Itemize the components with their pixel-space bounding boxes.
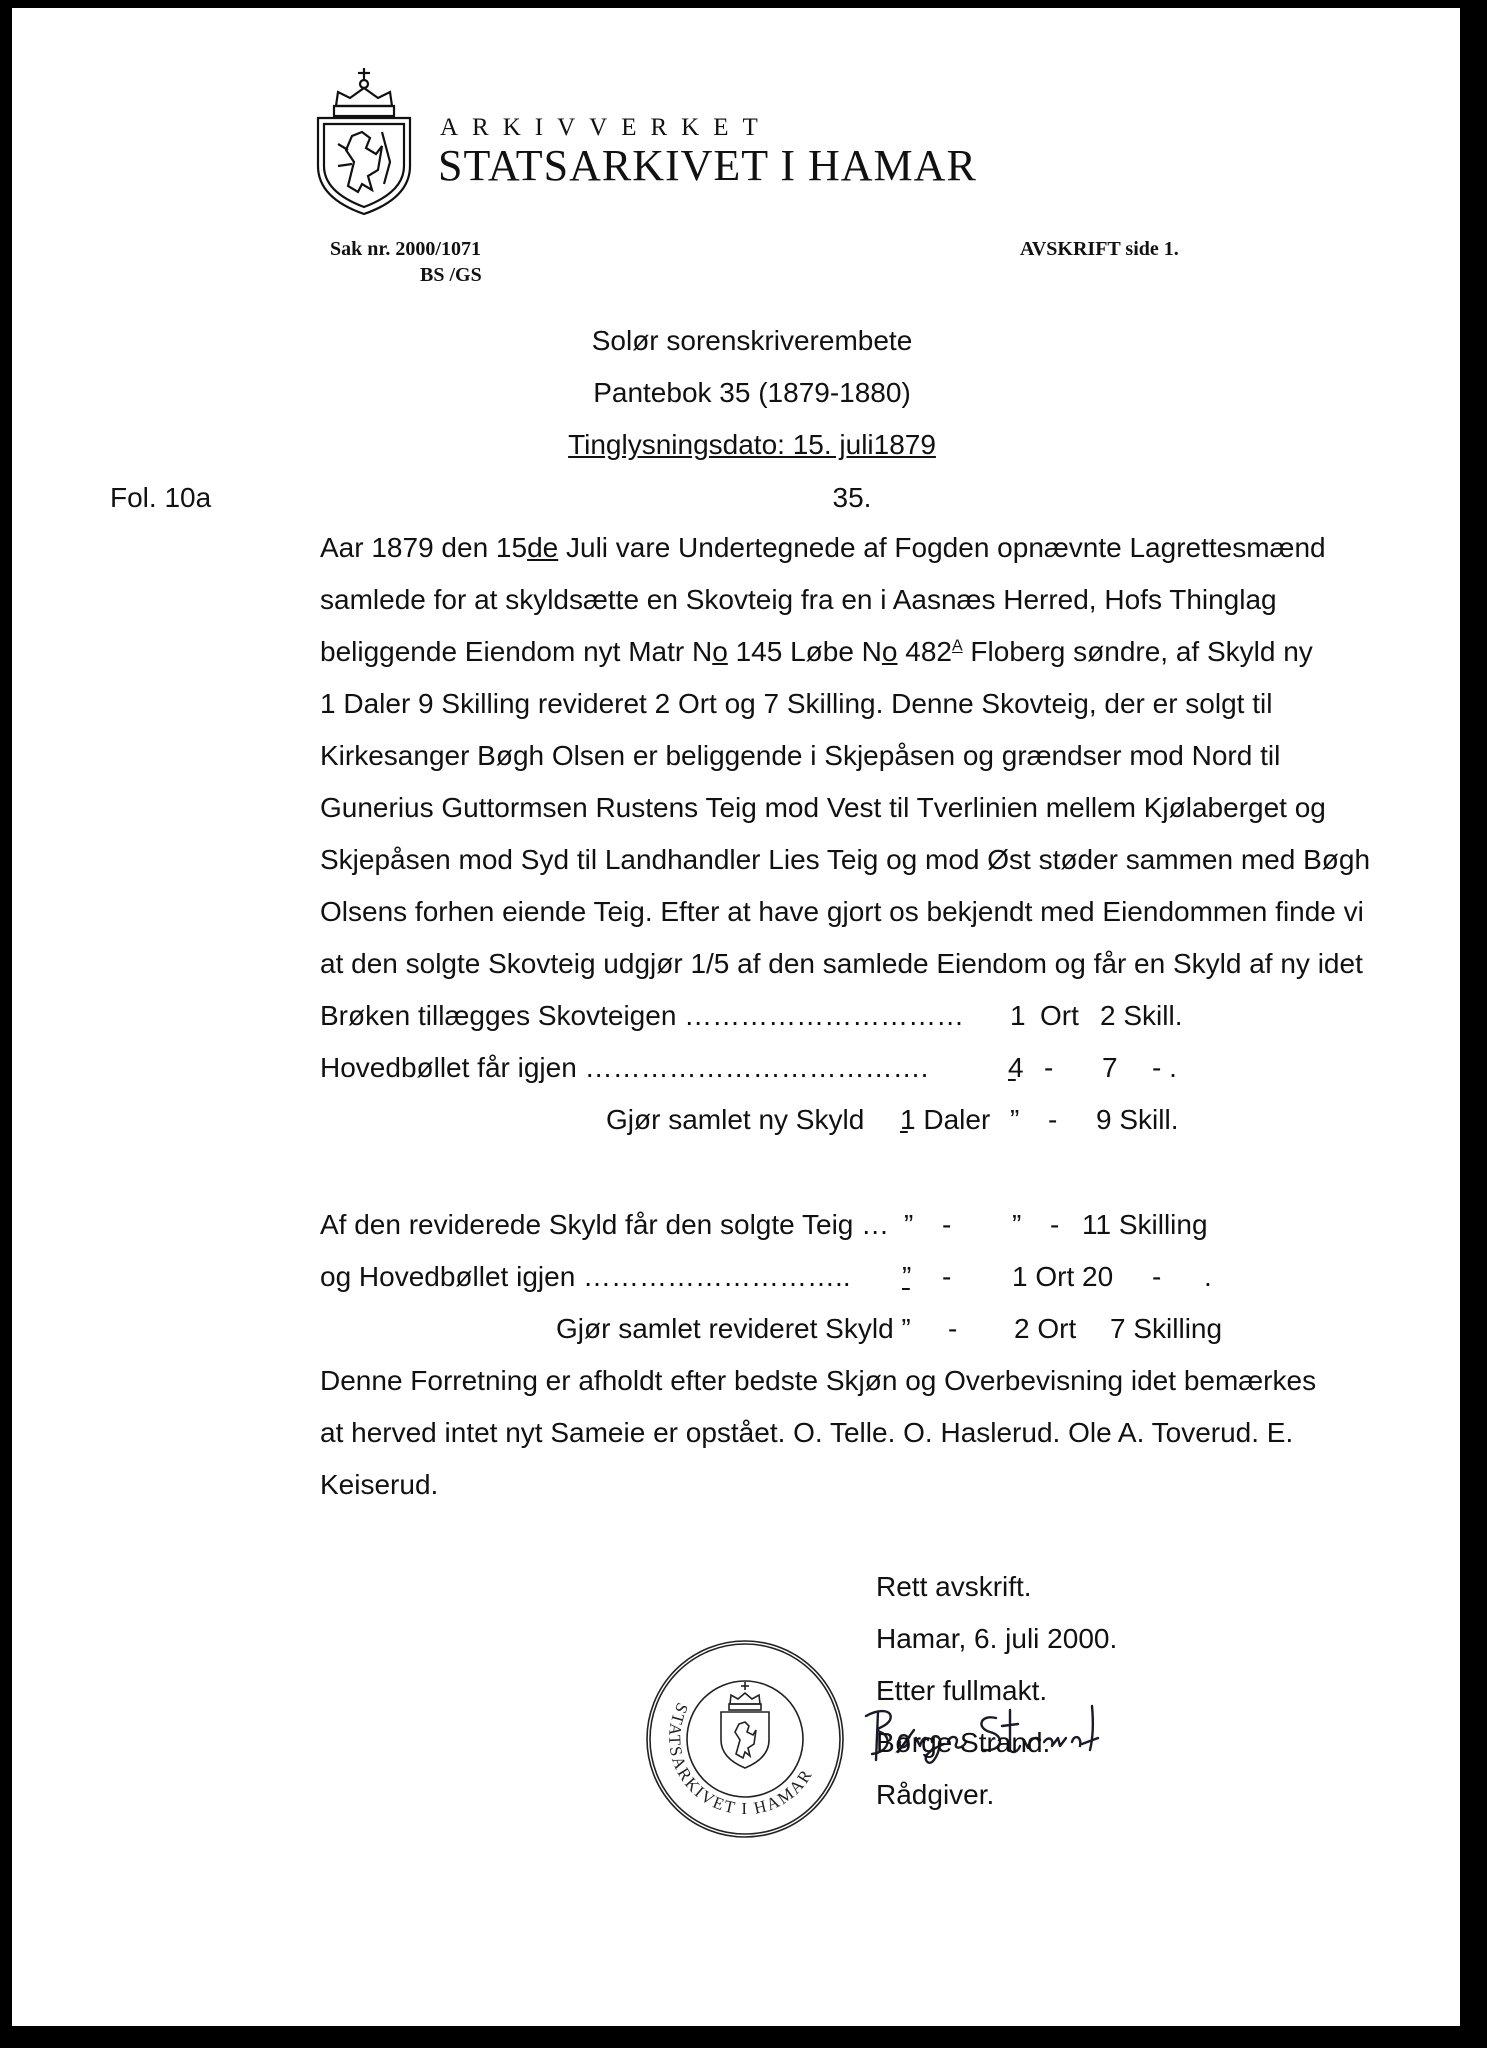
table-cell: - — [1050, 1209, 1060, 1240]
office-title: Solør sorenskriverembete — [591, 325, 913, 356]
table-cell: ” — [904, 1209, 914, 1240]
body-line: Keiserud. — [320, 1469, 439, 1500]
body-text: beliggende Eiendom nyt Matr N — [320, 636, 713, 667]
archive-org-name: ARKIVVERKET — [440, 114, 772, 141]
table-cell: 2 Ort — [1014, 1313, 1077, 1344]
table-cell: 9 Skill. — [1096, 1104, 1179, 1135]
body-text: A — [951, 637, 963, 655]
body-line: samlede for at skyldsætte en Skovteig fra en i Aasnæs Herred, Hofs Thinglag — [320, 584, 1277, 615]
seal-text: STATSARKIVET I HAMAR — [665, 1699, 817, 1819]
certification-date: Hamar, 6. juli 2000. — [876, 1623, 1118, 1654]
body-text: 482 — [897, 636, 952, 667]
initials: BS /GS — [420, 264, 482, 286]
case-label: Sak nr. — [330, 238, 391, 260]
case-number-line — [330, 238, 481, 261]
table-cell: - — [1048, 1104, 1058, 1135]
table-cell: - — [942, 1261, 952, 1292]
table-cell: ” — [902, 1261, 912, 1292]
table-cell: 7 — [1102, 1052, 1118, 1083]
table-label: og Hovedbøllet igjen ……………………….. — [320, 1261, 851, 1292]
table-cell: - — [1152, 1261, 1162, 1292]
registration-date — [492, 429, 1012, 461]
body-line — [320, 532, 1326, 564]
body-text: Juli vare Undertegnede af Fogden opnævnte Lagrettesmænd — [558, 532, 1326, 563]
body-line: 1 Daler 9 Skilling revideret 2 Ort og 7 Skilling. Denne Skovteig, der er solgt til — [320, 688, 1273, 719]
table-label: Brøken tillægges Skovteigen ………………………… — [320, 1000, 965, 1031]
table-cell: Ort — [1040, 1000, 1079, 1031]
signer-title: Rådgiver. — [876, 1779, 995, 1810]
table-cell: 11 Skilling — [1082, 1209, 1208, 1240]
coat-of-arms-icon — [308, 66, 420, 216]
statsarkivet-seal — [644, 1638, 846, 1840]
table-label: Hovedbøllet får igjen ………………………………. — [320, 1052, 929, 1083]
signer-name: Børge Strand. — [876, 1727, 1051, 1758]
table-cell: - — [948, 1313, 958, 1344]
body-text: o — [712, 636, 728, 667]
body-text: Aar 1879 den 15 — [320, 532, 528, 563]
body-line: Gunerius Guttormsen Rustens Teig mod Vest til Tverlinien mellem Kjølaberget og — [320, 792, 1326, 823]
table-cell: ” — [1012, 1209, 1022, 1240]
body-line — [320, 636, 1313, 668]
body-text: de — [527, 532, 559, 563]
transcript-page-label: AVSKRIFT side 1. — [1020, 238, 1179, 260]
table-cell: - — [1044, 1052, 1054, 1083]
folio-label: Fol. 10a — [110, 482, 212, 513]
table-cell: - — [942, 1209, 952, 1240]
body-line: Skjepåsen mod Syd til Landhandler Lies Teig og mod Øst støder sammen med Bøgh — [320, 844, 1371, 875]
registration-date-text: Tinglysningsdato: 15. juli1879 — [568, 429, 936, 460]
document-page — [12, 8, 1460, 2026]
table-cell: ” — [1010, 1104, 1020, 1135]
archive-institution-name: STATSARKIVET I HAMAR — [438, 141, 977, 190]
table-cell-underlined — [902, 1261, 1182, 1293]
body-line: at den solgte Skovteig udgjør 1/5 af den samlede Eiendom og får en Skyld af ny idet — [320, 948, 1363, 979]
table-cell: 1 — [1010, 1000, 1026, 1031]
body-text: o — [881, 636, 898, 667]
case-number: 2000/1071 — [395, 238, 481, 260]
body-line: Denne Forretning er afholdt efter bedste Skjøn og Overbevisning idet bemærkes — [320, 1365, 1317, 1396]
certification-authority: Etter fullmakt. — [876, 1675, 1048, 1706]
body-text: Floberg søndre, af Skyld ny — [962, 636, 1313, 667]
table-cell: 2 Skill. — [1100, 1000, 1183, 1031]
table-cell-underlined — [900, 1104, 1184, 1136]
table-cell: 1 Daler — [900, 1104, 991, 1135]
table-cell: 7 Skilling — [1110, 1313, 1223, 1344]
table-cell: 4 — [1008, 1052, 1024, 1083]
body-line: Olsens forhen eiende Teig. Efter at have gjort os bekjendt med Eiendommen finde vi — [320, 896, 1364, 927]
table-label: Af den reviderede Skyld får den solgte Teig … — [320, 1209, 890, 1240]
book-title: Pantebok 35 (1879-1880) — [593, 377, 911, 408]
table-cell-underlined — [1008, 1052, 1184, 1084]
table-cell: - . — [1152, 1052, 1177, 1083]
certification-line: Rett avskrift. — [876, 1571, 1032, 1602]
body-line: at herved intet nyt Sameie er opstået. O. Telle. O. Haslerud. Ole A. Toverud. E. — [320, 1417, 1294, 1448]
body-text: 145 Løbe N — [727, 636, 882, 667]
coat-of-arms-lion-icon — [721, 1682, 769, 1768]
table-cell: . — [1204, 1261, 1212, 1292]
table-label: Gjør samlet ny Skyld — [606, 1104, 865, 1135]
table-cell: 1 Ort 20 — [1012, 1261, 1114, 1292]
body-line: Kirkesanger Bøgh Olsen er beliggende i Skjepåsen og grændser mod Nord til — [320, 740, 1281, 771]
entry-number: 35. — [832, 482, 872, 513]
table-label: Gjør samlet revideret Skyld ” — [556, 1313, 911, 1344]
